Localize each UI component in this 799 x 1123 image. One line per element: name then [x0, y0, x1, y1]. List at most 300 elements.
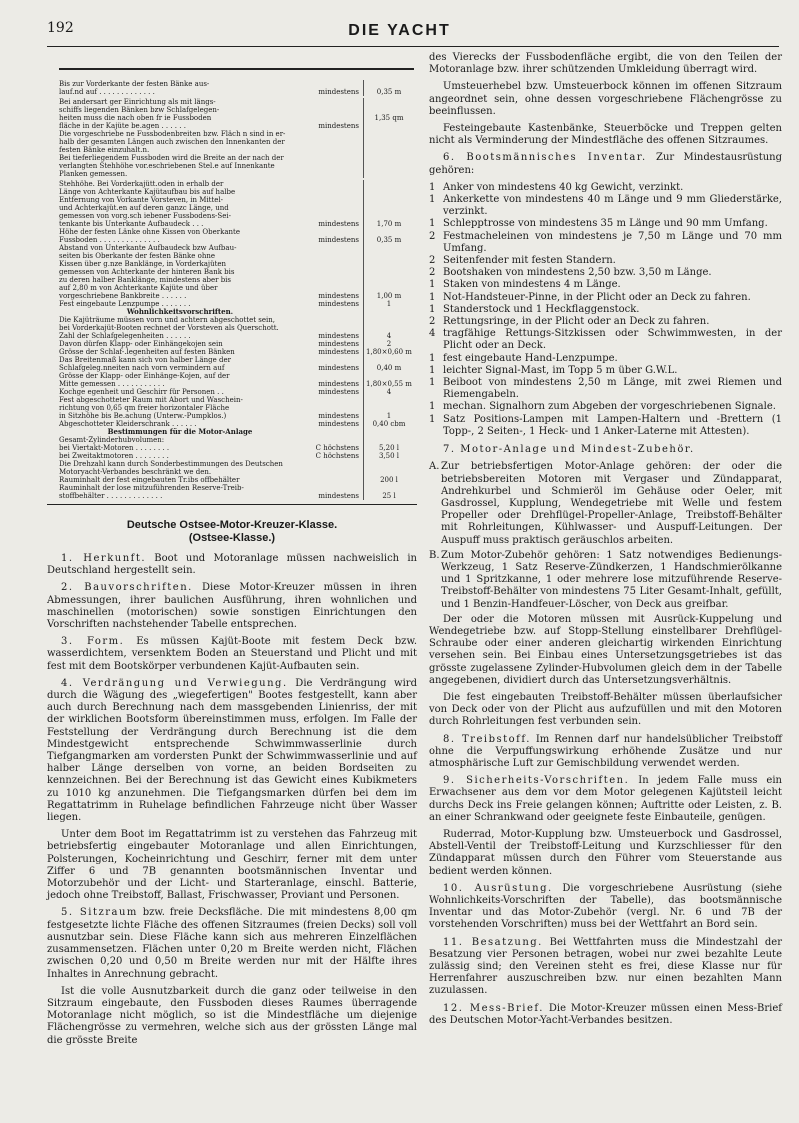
- spec-row: [59, 106, 414, 114]
- paragraph-text: Die vorgeschriebene Ausrüstung (siehe Wohnlichkeits-Vorschriften der Tabelle), das bootsmännische Inventar und das Motor-Zubehör (vergl. Nr. 6 und 7B der vorstehenden Vorschriften) muss bei der Wettfahrt an Bord sein.: [429, 882, 782, 931]
- spec-value: 2: [363, 340, 414, 348]
- inventory-item: [429, 194, 782, 218]
- spec-value: 1: [363, 300, 414, 308]
- paragraph-umsteuerhebel: Umsteuerhebel bzw. Umsteuerbock können im offenen Sitzraum angeordnet sein, ohne dessen vorgeschriebene Flächengrösse zu beeinflussen.: [429, 81, 782, 117]
- paragraph-keyword: 5. Sitzraum: [61, 907, 138, 919]
- spec-value: 1,80×0,55 m: [363, 380, 414, 388]
- section-a: [429, 461, 782, 546]
- spec-label: Planken gemessen.: [59, 170, 128, 178]
- inventory-item: [429, 182, 782, 194]
- spec-qualifier: mindestens: [318, 388, 359, 396]
- paragraph-text: Die Verdrängung wird durch die Wägung des „wiegefertigen" Bootes festgestellt, kann aber auch durch Berechnung nach dem massgebenden Linienriss, der mit der wirklichen Bootsform übereinstimmen muss, erfolgen. Im Falle der Feststellung der Verdrängung durch Berechnung ist die dem Mindestgewicht entsprechende Schwimmwasserlinie durch Tiefgangmarken am vordersten Punkt der Schwimmwasserlinie und auf halber Länge derselben von vorne, an beiden Bordseiten zu kennzeichnen. Bei der Berechnung ist das Gewicht eines Kubikmeters zu 1010 kg anzunehmen. Die Tiefgangsmarken dürfen bei dem im Regattatrimm in Ruhelage befindlichen Fahrzeuge nicht über Wasser liegen.: [47, 677, 417, 824]
- spec-label: Die Kajüträume müssen vorn und achtern abgeschottet sein,: [59, 316, 275, 324]
- spec-row: [59, 372, 414, 380]
- paragraph-text: bzw. freie Decksfläche. Die mit mindestens 8,00 qm festgesetzte lichte Fläche des offenen Sitzraumes (freien Decks) soll voll ausnutzbar sein. Diese Fläche kann sich aus mehreren Einzelflächen zusammensetzen. Flächen unter 0,20 m Breite werden nicht, Flächen zwischen 0,20 und 0,50 m Breite werden nur mit der Hälfte ihres Inhaltes in Anrechnung gebracht.: [47, 907, 417, 980]
- spec-qualifier: [301, 146, 363, 154]
- spec-label: Das Breitenmaß kann sich von halber Länge der: [59, 356, 231, 364]
- spec-label: Bestimmungen für die Motor-Anlage: [107, 427, 253, 436]
- inventory-text: Not-Handsteuer-Pinne, in der Plicht oder an Deck zu fahren.: [443, 291, 751, 303]
- inventory-item: [429, 304, 782, 316]
- inventory-text: Staken von mindestens 4 m Länge.: [443, 279, 621, 291]
- inventory-count: 1: [429, 279, 436, 291]
- spec-qualifier: mindestens: [318, 364, 359, 372]
- spec-qualifier: [301, 260, 363, 268]
- spec-label: Rauminhalt der fest eingebauten Tr.ibs offbehälter: [59, 476, 240, 484]
- spec-qualifier: [301, 284, 363, 292]
- spec-qualifier: [301, 460, 363, 468]
- inventory-count: 1: [429, 401, 436, 413]
- paragraph-keyword: 1. Herkunft.: [61, 553, 147, 564]
- spec-qualifier: [301, 244, 363, 252]
- spec-qualifier: [301, 428, 363, 436]
- spec-qualifier: [301, 114, 363, 122]
- spec-value: 1,80×0,60 m: [363, 348, 414, 356]
- spec-qualifier: [301, 196, 363, 204]
- spec-qualifier: [301, 212, 363, 220]
- spec-value: 4: [363, 332, 414, 340]
- spec-row: [59, 412, 414, 420]
- spec-label: Davon dürfen Klapp- oder Einhängekojen sein: [59, 340, 223, 348]
- spec-row: [59, 444, 414, 452]
- spec-label: Grösse der Klapp- oder Einhänge-Kojen, auf der: [59, 372, 230, 380]
- inventory-item: [429, 218, 782, 230]
- spec-qualifier: [301, 154, 363, 162]
- spec-label: vorgeschriebene Bankbreite . . . . . .: [59, 292, 187, 300]
- inventory-count: 1: [429, 218, 436, 230]
- spec-qualifier: mindestens: [318, 412, 359, 420]
- spec-value: [363, 484, 414, 492]
- spec-value: [363, 122, 414, 130]
- inventory-text: Rettungsringe, in der Plicht oder an Deck zu fahren.: [443, 316, 710, 328]
- paragraph-keyword: 6. Bootsmännisches Inventar.: [443, 152, 647, 164]
- spec-row: [59, 436, 414, 444]
- spec-value: [363, 396, 414, 404]
- spec-qualifier: [301, 476, 363, 484]
- spec-row: [59, 468, 414, 476]
- paragraph-keyword: 7. Motor-Anlage und Mindest-Zubehör.: [443, 444, 695, 456]
- spec-qualifier: [301, 106, 363, 114]
- spec-qualifier: mindestens: [318, 300, 359, 308]
- spec-label: auf 2,80 m von Achterkante Kajüte und über: [59, 284, 218, 292]
- spec-value: 0,40 m: [363, 364, 414, 372]
- spec-qualifier: [301, 180, 363, 188]
- section-text: Zum Motor-Zubehör gehören: 1 Satz notwendiges Bedienungs-Werkzeug, 1 Satz Reserve-Zündkerzen, 1 Handschmierölkanne und 1 Spritzkanne, 1 oder mehrere lose mitzuführende Reserve-Treibstoff-Behälter von mindestens 75 Liter Gesamt-Inhalt, gefüllt, und 1 Benzin-Handfeuer-Löscher, von Deck aus greifbar.: [441, 549, 782, 610]
- spec-label: Zahl der Schlafgelegenheiten . . . . . .: [59, 332, 191, 340]
- spec-label: tenkante bis Unterkante Aufbaudeck . . .: [59, 220, 204, 228]
- spec-label: in Sitzhöhe bis Be.achung (Unterw.-Pumpklos.): [59, 412, 227, 420]
- spec-qualifier: C höchstens: [315, 444, 359, 452]
- section-letter: B.: [429, 549, 440, 561]
- spec-value: [363, 468, 414, 476]
- inventory-item: [429, 401, 782, 413]
- paragraph-bauvorschriften: [47, 582, 417, 631]
- spec-value: 0,35 m: [363, 88, 414, 96]
- spec-value: [363, 98, 414, 106]
- spec-table: [59, 68, 414, 500]
- paragraph-text: Zur Mindestausrüstung gehören:: [429, 152, 782, 176]
- page-number: 192: [47, 20, 74, 36]
- spec-qualifier: [301, 404, 363, 412]
- inventory-item: [429, 267, 782, 279]
- inventory-item: [429, 377, 782, 401]
- spec-row: [59, 98, 414, 106]
- paragraph-text: Es müssen Kajüt-Boote mit festem Deck bzw. wasserdichtem, versenktem Boden an Steuerstand und Plicht und mit fest mit dem Bootskörper verbundenen Kajüt-Aufbauten sein.: [47, 636, 417, 672]
- inventory-text: Schlepptrosse von mindestens 35 m Länge und 90 mm Umfang.: [443, 218, 768, 230]
- paragraph-keyword: 9. Sicherheits-Vorschriften.: [443, 775, 630, 787]
- spec-label: Fussboden . . . . . . . . . . . . . .: [59, 236, 160, 244]
- spec-value: 1,00 m: [363, 292, 414, 300]
- spec-value: [363, 252, 414, 260]
- spec-value: [363, 228, 414, 236]
- spec-row: [59, 396, 414, 404]
- paragraph-mess-brief: [429, 1003, 782, 1027]
- spec-table-bottom-rule: [47, 504, 417, 505]
- spec-row: [59, 204, 414, 212]
- spec-value: [363, 308, 414, 316]
- paragraph-sicherheit: [429, 775, 782, 824]
- inventory-text: Seitenfender mit festen Standern.: [443, 255, 616, 267]
- spec-label: halb der gesamten Längen auch zwischen den Innenkanten der: [59, 138, 285, 146]
- inventory-count: 1: [429, 377, 436, 389]
- paragraph-ruderrad: Ruderrad, Motor-Kupplung bzw. Umsteuerbock und Gasdrossel, Abstell-Ventil der Treibstoff-Leitung und Kurzschliesser für den Zündapparat müssen durch den Führer vom Steuerstande aus bedient werden können.: [429, 828, 782, 877]
- spec-value: [363, 324, 414, 332]
- left-column: [47, 52, 417, 1052]
- spec-label: Gesamt-Zylinderhubvolumen:: [59, 436, 165, 444]
- spec-label: Abstand von Unterkante Aufbaudeck bzw Aufbau-: [59, 244, 237, 252]
- spec-row: [59, 356, 414, 364]
- spec-label: Stehhöhe. Bei Vorderkajütt.oden in erhalb der: [59, 180, 224, 188]
- spec-row: [59, 228, 414, 236]
- spec-row: [59, 308, 414, 316]
- spec-qualifier: mindestens: [318, 292, 359, 300]
- spec-label: richtung von 0,65 qm freier horizontaler Fläche: [59, 404, 230, 412]
- spec-label: Grösse der Schlaf-.legenheiten auf festen Bänken: [59, 348, 235, 356]
- spec-label: verlangten Stehhöhe vor.eschriebenen Stel.e auf Innenkante: [59, 162, 275, 170]
- section-text: Zur betriebsfertigen Motor-Anlage gehören: der oder die betriebsbereiten Motoren mit Vergaser und Zündapparat, Andrehkurbel und Schmieröl im Gehäuse oder Oeler, mit Gasdrossel, Kupplung, Wendegetriebe mit Welle und festem Propeller oder Drehflügel-Propeller-Anlage, Treibstoff-Behälter mit Rohrleitungen, Kühlwasser- und Auspuff-Leitungen. Der Auspuff muss praktisch geräuschlos arbeiten.: [441, 461, 782, 546]
- spec-label: fläche in der Kajüte be.agen . . . . . .: [59, 122, 186, 130]
- spec-label: Die vorgeschriebe ne Fussbodenbreiten bzw. Fläch n sind in er-: [59, 130, 286, 138]
- inventory-item: [429, 316, 782, 328]
- paragraph-text: In jedem Falle muss ein Erwachsener aus dem vor dem Motor gelegenen Kajütsteil leicht durchs Deck ins Freie gelangen können; Auftritte oder Leisten, z. B. an einer Schrankwand oder geeignete feste Einbauteile, genügen.: [429, 775, 782, 823]
- inventory-count: 1: [429, 364, 436, 376]
- paragraph-treibstoff: [429, 734, 782, 771]
- spec-value: [363, 204, 414, 212]
- paragraph-keyword: 3. Form.: [61, 636, 125, 648]
- inventory-count: 1: [429, 291, 436, 303]
- spec-label: stoffbehälter . . . . . . . . . . . . .: [59, 492, 163, 500]
- spec-value: [363, 460, 414, 468]
- spec-qualifier: mindestens: [318, 492, 359, 500]
- spec-qualifier: C höchstens: [315, 452, 359, 460]
- paragraph-herkunft: [47, 553, 417, 577]
- spec-label: Bis zur Vorderkante der festen Bänke aus-: [59, 80, 210, 88]
- spec-label: Höhe der festen Länke ohne Kissen von Oberkante: [59, 228, 240, 236]
- spec-qualifier: [301, 170, 363, 178]
- inventory-item: [429, 328, 782, 352]
- inventory-count: 1: [429, 181, 436, 193]
- inventory-item: [429, 365, 782, 377]
- spec-qualifier: [301, 252, 363, 260]
- paragraph-keyword: 10. Ausrüstung.: [443, 882, 553, 894]
- spec-qualifier: mindestens: [318, 340, 359, 348]
- spec-qualifier: [301, 188, 363, 196]
- paragraph-kastenbaenke: Festeingebaute Kastenbänke, Steuerböcke und Treppen gelten nicht als Verminderung der Mindestfläche des offenen Sitzraumes.: [429, 123, 782, 147]
- inventory-text: Anker von mindestens 40 kg Gewicht, verzinkt.: [443, 181, 684, 193]
- spec-row: [59, 332, 414, 340]
- paragraph-ausrueck-kuppelung: Der oder die Motoren müssen mit Ausrück-Kuppelung und Wendegetriebe bzw. auf Stopp-Stellung einstellbarer Drehflügel-Schraube oder einer anderen gleichartig wirkenden Einrichtung versehen sein. Bei Einbau eines Untersetzungsgetriebes ist das grösste zugelassene Zylinder-Hubvolumen gleich dem in der Tabelle angegebenen, dividiert durch das Untersetzungsverhältnis.: [429, 613, 782, 686]
- section-letter: A.: [429, 461, 440, 473]
- spec-qualifier: [301, 324, 363, 332]
- spec-value: 4: [363, 388, 414, 396]
- spec-label: Länge von Achterkante Kajütaufbau bis auf halbe: [59, 188, 236, 196]
- spec-qualifier: [301, 162, 363, 170]
- spec-row: [59, 236, 414, 244]
- inventory-item: [429, 279, 782, 291]
- spec-value: [363, 196, 414, 204]
- spec-row: [59, 180, 414, 188]
- spec-value: [363, 428, 414, 436]
- spec-qualifier: mindestens: [318, 88, 359, 96]
- spec-value: [363, 404, 414, 412]
- spec-value: [363, 154, 414, 162]
- section-b: [429, 550, 782, 611]
- paragraph-keyword: 8. Treibstoff.: [443, 733, 531, 745]
- inventory-item: [429, 231, 782, 255]
- spec-row: [59, 252, 414, 260]
- spec-qualifier: mindestens: [318, 332, 359, 340]
- spec-value: [363, 106, 414, 114]
- paragraph-text: Bei Wettfahrten muss die Mindestzahl der Besatzung vier Personen betragen, wobei nur zwei bezahlte Leute zulässig sind; den Vereinen steht es frei, diese Klasse nur für Herrenfahrer auszuschreiben bzw. nur einen bezahlten Mann zuzulassen.: [429, 936, 782, 997]
- spec-row: [59, 340, 414, 348]
- spec-qualifier: [301, 276, 363, 284]
- spec-value: [363, 284, 414, 292]
- spec-row: [59, 80, 414, 88]
- spec-qualifier: [301, 316, 363, 324]
- spec-value: 200 l: [363, 476, 414, 484]
- spec-label: Abgeschotteter Kleiderschrank . . . . . .: [59, 420, 197, 428]
- spec-qualifier: mindestens: [318, 348, 359, 356]
- spec-label: Mitte gemessen . . . . . . . . . . .: [59, 380, 165, 388]
- spec-label: Fest eingebaute Lenzpumpe . . . . . . .: [59, 300, 191, 308]
- spec-value: [363, 372, 414, 380]
- paragraph-inventar: [429, 152, 782, 176]
- spec-row: [59, 154, 414, 162]
- spec-qualifier: [301, 268, 363, 276]
- spec-row: [59, 146, 414, 154]
- spec-qualifier: mindestens: [318, 122, 359, 130]
- inventory-list: [429, 182, 782, 438]
- spec-value: [363, 268, 414, 276]
- spec-value: [363, 80, 414, 88]
- journal-title: DIE YACHT: [348, 22, 451, 39]
- spec-label: gemessen von Achterkante der hinteren Bank bis: [59, 268, 235, 276]
- spec-row: [59, 130, 414, 138]
- spec-label: Kochge egenheit und Geschirr für Personen . .: [59, 388, 224, 396]
- spec-value: [363, 138, 414, 146]
- spec-row: [59, 364, 414, 372]
- spec-label: Motoryacht-Verbandes beschränkt we den.: [59, 468, 212, 476]
- inventory-count: 1: [429, 413, 436, 425]
- header-rule: [47, 46, 779, 47]
- paragraph-besatzung: [429, 937, 782, 998]
- inventory-count: 1: [429, 303, 436, 315]
- spec-value: [363, 188, 414, 196]
- paragraph-text: Die Motor-Kreuzer müssen einen Mess-Brief des Deutschen Motor-Yacht-Verbandes besitzen.: [429, 1002, 782, 1026]
- spec-label: festen Bänke einzuhalt.n.: [59, 146, 150, 154]
- spec-value: 1,35 qm: [363, 114, 414, 122]
- spec-label: Kissen über g.nze Banklänge, in Vorderkajüten: [59, 260, 227, 268]
- spec-qualifier: mindestens: [318, 420, 359, 428]
- spec-label: Wohnlichkeitsvorschriften.: [126, 307, 234, 316]
- spec-row: [59, 476, 414, 484]
- paragraph-sitzraum: [47, 907, 417, 980]
- spec-qualifier: [301, 204, 363, 212]
- spec-row: [59, 88, 414, 96]
- spec-label: heiten muss die nach oben fr ie Fussboden: [59, 114, 212, 122]
- spec-value: [363, 260, 414, 268]
- spec-row: [59, 114, 414, 122]
- spec-value: [363, 436, 414, 444]
- spec-row: [59, 122, 414, 130]
- spec-qualifier: [301, 436, 363, 444]
- spec-row: [59, 428, 414, 436]
- right-column: [429, 52, 782, 1032]
- spec-value: 1: [363, 412, 414, 420]
- spec-row: [59, 220, 414, 228]
- spec-label: gemessen von vorg.sch iebener Fussbodens-Sei-: [59, 212, 231, 220]
- spec-qualifier: [301, 468, 363, 476]
- inventory-text: Satz Positions-Lampen mit Lampen-Haltern und -Brettern (1 Topp-, 2 Seiten-, 1 Heck- und 1 Anker-Laterne mit Attesten).: [443, 413, 782, 437]
- inventory-count: 2: [429, 255, 436, 267]
- paragraph-keyword: 12. Mess-Brief.: [443, 1002, 544, 1014]
- spec-row: [59, 138, 414, 146]
- inventory-count: 1: [429, 194, 436, 206]
- spec-row: [59, 348, 414, 356]
- spec-qualifier: [301, 98, 363, 106]
- paragraph-keyword: 11. Besatzung.: [443, 936, 543, 948]
- paragraph-regattatrimm: Unter dem Boot im Regattatrimm ist zu verstehen das Fahrzeug mit betriebsfertig eingebauter Motoranlage und allen Einrichtungen, Polsterungen, Kocheinrichtung und Geschirr, ferner mit dem unter Ziffer 6 und 7B genannten bootsmännischen Inventar und Motorzubehör und der Licht- und Starteranlage, einschl. Batterie, jedoch ohne Treibstoff, Ballast, Frischwasser, Proviant und Personen.: [47, 829, 417, 902]
- spec-row: [59, 484, 414, 492]
- spec-row: [59, 276, 414, 284]
- inventory-item: [429, 255, 782, 267]
- spec-label: Entfernung von Vorkante Vorsteven, in Mittel-: [59, 196, 224, 204]
- spec-value: 1,70 m: [363, 220, 414, 228]
- spec-label: Fest abgeschotteter Raum mit Abort und Waschein-: [59, 396, 243, 404]
- spec-row: [59, 268, 414, 276]
- spec-value: [363, 316, 414, 324]
- spec-value: 5,20 l: [363, 444, 414, 452]
- spec-label: bei Vorderkajüt-Booten rechnet der Vorsteven als Querschott.: [59, 324, 279, 332]
- paragraph-verdraengung: [47, 678, 417, 824]
- spec-qualifier: [301, 80, 363, 88]
- spec-row: [59, 388, 414, 396]
- spec-label: Bei andersart ger Einrichtung als mit längs-: [59, 98, 216, 106]
- inventory-item: [429, 292, 782, 304]
- spec-row: [59, 260, 414, 268]
- spec-label: und Achterkajüt.en auf deren ganzc Länge, und: [59, 204, 229, 212]
- spec-value: 3,50 l: [363, 452, 414, 460]
- inventory-text: Ankerkette von mindestens 40 m Länge und 9 mm Gliederstärke, verzinkt.: [443, 194, 782, 218]
- spec-qualifier: [301, 308, 363, 316]
- inventory-text: fest eingebaute Hand-Lenzpumpe.: [443, 352, 618, 364]
- spec-row: [59, 316, 414, 324]
- paragraph-treibstoff-behaelter: Die fest eingebauten Treibstoff-Behälter müssen überlaufsicher von Deck oder von der Plicht aus aufzufüllen und mit den Motoren durch Rohrleitungen fest verbunden sein.: [429, 691, 782, 728]
- inventory-count: 2: [429, 267, 436, 279]
- spec-label: Schlafgeleg.nneiten nach vorn vermindern auf: [59, 364, 225, 372]
- paragraph-motor-anlage: [429, 444, 782, 456]
- inventory-item: [429, 353, 782, 365]
- class-heading-line-1: Deutsche Ostsee-Motor-Kreuzer-Klasse.: [126, 519, 338, 531]
- spec-qualifier: [301, 356, 363, 364]
- spec-row: [59, 292, 414, 300]
- spec-label: bei Zweitaktmotoren . . . . . . . .: [59, 452, 169, 460]
- inventory-text: leichter Signal-Mast, im Topp 5 m über G.W.L.: [443, 364, 678, 376]
- paragraph-text: Boot und Motoranlage müssen nachweislich in Deutschland hergestellt sein.: [47, 553, 417, 577]
- spec-row: [59, 212, 414, 220]
- spec-value: 0,40 cbm: [363, 420, 414, 428]
- paragraph-ausnutzbarkeit: Ist die volle Ausnutzbarkeit durch die ganz oder teilweise in den Sitzraum eingebaute, den Fussboden dieses Raumes überragende Motoranlage nicht möglich, so ist die Mindestfläche um diejenige Flächengrösse zu vermehren, welche sich aus der grössten Länge mal die grösste Breite: [47, 985, 417, 1046]
- spec-row: [59, 196, 414, 204]
- inventory-count: 2: [429, 230, 436, 242]
- class-heading-line-2: (Ostsee-Klasse.): [188, 532, 276, 544]
- paragraph-keyword: 4. Verdrängung und Verwiegung.: [61, 677, 288, 689]
- paragraph-ausruestung: [429, 883, 782, 932]
- spec-label: zu deren halber Banklänge, mindestens aber bis: [59, 276, 232, 284]
- spec-row: [59, 170, 414, 178]
- spec-row: [59, 162, 414, 170]
- spec-label: seiten bis Oberkante der festen Bänke ohne: [59, 252, 216, 260]
- spec-qualifier: [301, 130, 363, 138]
- spec-value: [363, 180, 414, 188]
- spec-qualifier: mindestens: [318, 380, 359, 388]
- spec-label: schiffs liegenden Bänken bzw Schlafgelegen-: [59, 106, 220, 114]
- spec-row: [59, 404, 414, 412]
- inventory-text: Festmacheleinen von mindestens je 7,50 m Länge und 70 mm Umfang.: [443, 230, 782, 254]
- spec-value: [363, 162, 414, 170]
- paragraph-text: Diese Motor-Kreuzer müssen in ihren Abmessungen, ihrer baulichen Ausführung, ihren wohnlichen und maschinellen (motorischen) sowie sonstigen Einrichtungen den Vorschriften nachstehender Tabelle entsprechen.: [47, 582, 417, 631]
- inventory-text: Bootshaken von mindestens 2,50 bzw. 3,50 m Länge.: [443, 267, 712, 279]
- inventory-text: mechan. Signalhorn zum Abgeben der vorgeschriebenen Signale.: [443, 401, 776, 413]
- inventory-text: Beiboot von mindestens 2,50 m Länge, mit zwei Riemen und Riemengabeln.: [443, 377, 782, 401]
- spec-qualifier: [301, 138, 363, 146]
- spec-value: [363, 276, 414, 284]
- class-heading: [47, 519, 417, 545]
- spec-value: [363, 146, 414, 154]
- spec-label: Bei tieferliegendem Fussboden wird die Breite an der nach der: [59, 154, 284, 162]
- spec-label: bei Viertakt-Motoren . . . . . . . .: [59, 444, 170, 452]
- spec-qualifier: mindestens: [318, 220, 359, 228]
- spec-value: [363, 170, 414, 178]
- spec-row: [59, 380, 414, 388]
- spec-qualifier: [301, 372, 363, 380]
- spec-qualifier: mindestens: [318, 236, 359, 244]
- spec-value: [363, 356, 414, 364]
- spec-row: [59, 244, 414, 252]
- spec-label: Rauminhalt der lose mitzuführenden Reserve-Treib-: [59, 484, 244, 492]
- spec-row: [59, 460, 414, 468]
- spec-value: 0,35 m: [363, 236, 414, 244]
- spec-row: [59, 324, 414, 332]
- inventory-text: tragfähige Rettungs-Sitzkissen oder Schwimmwesten, in der Plicht oder an Deck.: [443, 328, 782, 352]
- paragraph-form: [47, 636, 417, 673]
- spec-row: [59, 300, 414, 308]
- spec-row: [59, 284, 414, 292]
- paragraph-text: Im Rennen darf nur handelsüblicher Treibstoff ohne die Verpuffungswirkung erhöhende Zusätze und nur atmosphärische Luft zur Gemischbildung verwendet werden.: [429, 733, 782, 769]
- spec-qualifier: [301, 396, 363, 404]
- inventory-count: 4: [429, 328, 436, 340]
- spec-row: [59, 492, 414, 500]
- spec-qualifier: [301, 484, 363, 492]
